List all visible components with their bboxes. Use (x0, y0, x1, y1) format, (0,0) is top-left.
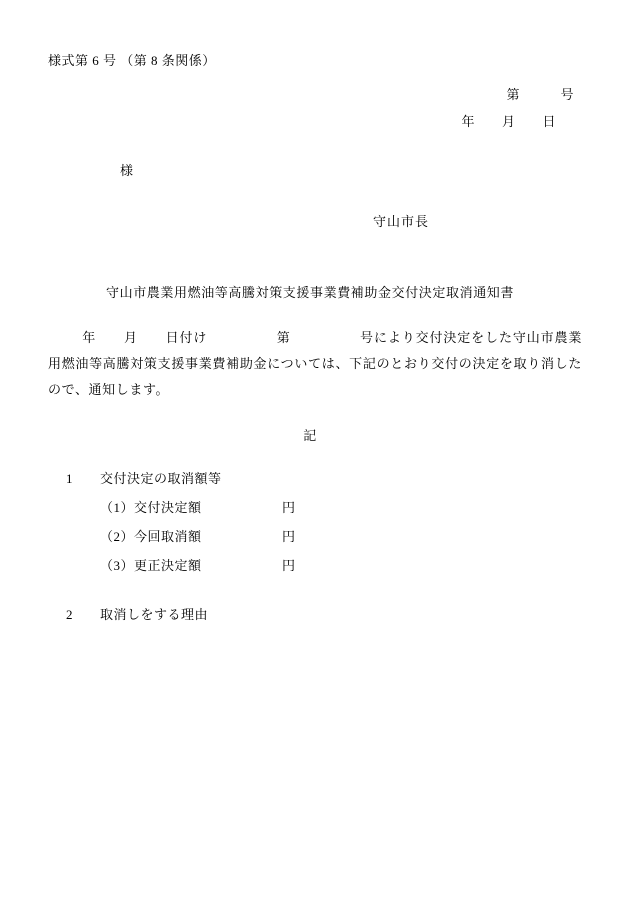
issuer-name: 守山市長 (373, 214, 430, 230)
form-number: 様式第 6 号 （第 8 条関係） (48, 53, 216, 68)
addressee-line: 様 (120, 163, 134, 179)
section-1 (48, 468, 582, 574)
section-1-item-1-label: （1）交付決定額 (100, 500, 202, 516)
document-number-line: 第 号 (506, 87, 574, 103)
ki-mark: 記 (303, 428, 317, 444)
section-1-item-2-unit: 円 (282, 529, 296, 545)
document-date-line: 年 月 日 (461, 114, 556, 130)
section-2-heading (48, 604, 582, 623)
section-1-item-1-unit: 円 (282, 500, 296, 516)
body-paragraph-text: 年 月 日付け 第 号により交付決定をした守山市農業用燃油等高騰対策支援事業費補助金については、下記のとおり交付の決定を取り消したので、通知します。 (48, 330, 582, 398)
section-1-item-3-unit: 円 (282, 558, 296, 574)
section-2-title: 取消しをする理由 (100, 607, 209, 623)
section-1-item-2-label: （2）今回取消額 (100, 529, 202, 545)
page-title: 守山市農業用燃油等高騰対策支援事業費補助金交付決定取消通知書 (106, 285, 515, 301)
section-1-item-3-label: （3）更正決定額 (100, 558, 202, 574)
document-content (48, 52, 582, 623)
body-paragraph (48, 325, 582, 403)
list-item (48, 555, 582, 574)
section-1-heading (48, 468, 582, 487)
section-2-number: 2 (66, 607, 73, 623)
section-2 (48, 604, 582, 623)
section-1-number: 1 (66, 471, 73, 487)
section-1-title: 交付決定の取消額等 (100, 471, 222, 487)
list-item (48, 526, 582, 545)
list-item (48, 497, 582, 516)
